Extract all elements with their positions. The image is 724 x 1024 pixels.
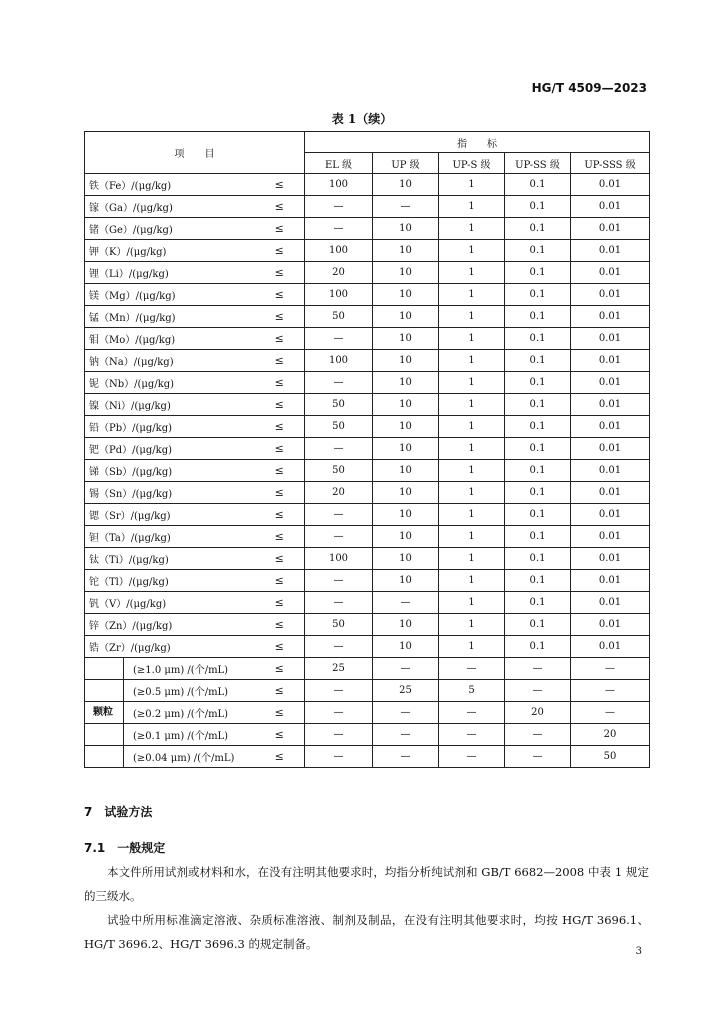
limit-value: — <box>305 372 373 394</box>
comparator-symbol: ≤ <box>255 350 305 372</box>
limit-value: 0.01 <box>571 438 650 460</box>
limit-value: 20 <box>571 724 650 746</box>
table-row <box>85 416 650 438</box>
table-row <box>85 218 650 240</box>
limit-value: 0.1 <box>505 460 571 482</box>
limit-value: 1 <box>439 438 505 460</box>
limit-value: — <box>439 702 505 724</box>
limit-value: — <box>305 218 373 240</box>
comparator-symbol: ≤ <box>255 746 305 768</box>
limit-value: 1 <box>439 218 505 240</box>
limit-value: 0.01 <box>571 262 650 284</box>
limit-value: 50 <box>305 306 373 328</box>
comparator-symbol: ≤ <box>255 636 305 658</box>
element-name: 锌（Zn）/(μg/kg) <box>85 614 255 636</box>
standard-code: HG/T 4509—2023 <box>531 81 647 95</box>
limit-value: 10 <box>373 328 439 350</box>
limit-value: — <box>305 504 373 526</box>
limit-value: 0.1 <box>505 482 571 504</box>
limit-value: — <box>305 196 373 218</box>
limit-value: 100 <box>305 548 373 570</box>
limit-value: 0.1 <box>505 416 571 438</box>
limit-value: 50 <box>571 746 650 768</box>
limit-value: 0.01 <box>571 526 650 548</box>
limit-value: 0.1 <box>505 636 571 658</box>
comparator-symbol: ≤ <box>255 504 305 526</box>
limit-value: — <box>305 438 373 460</box>
element-name: 锰（Mn）/(μg/kg) <box>85 306 255 328</box>
comparator-symbol: ≤ <box>255 680 305 702</box>
limit-value: 1 <box>439 526 505 548</box>
limit-value: 0.01 <box>571 218 650 240</box>
limit-value: 100 <box>305 240 373 262</box>
limit-value: 0.1 <box>505 196 571 218</box>
comparator-symbol: ≤ <box>255 570 305 592</box>
limit-value: 0.01 <box>571 350 650 372</box>
limit-value: 1 <box>439 394 505 416</box>
limit-value: 20 <box>305 482 373 504</box>
comparator-symbol: ≤ <box>255 614 305 636</box>
limit-value: 10 <box>373 438 439 460</box>
particle-size: (≥0.2 μm) /(个/mL) <box>85 702 255 724</box>
limit-value: — <box>505 658 571 680</box>
limit-value: 0.01 <box>571 592 650 614</box>
limit-value: 1 <box>439 614 505 636</box>
limit-value: — <box>373 196 439 218</box>
limit-value: — <box>373 658 439 680</box>
limit-value: 10 <box>373 548 439 570</box>
element-name: 钾（K）/(μg/kg) <box>85 240 255 262</box>
table-row <box>85 306 650 328</box>
grade-up-s: UP-S 级 <box>439 153 505 174</box>
limit-value: 5 <box>439 680 505 702</box>
limit-value: 0.1 <box>505 394 571 416</box>
section-7-heading: 7 试验方法 <box>84 805 153 819</box>
section-7-1-heading: 7.1 一般规定 <box>84 841 166 855</box>
specification-table <box>84 131 650 768</box>
comparator-symbol: ≤ <box>255 460 305 482</box>
limit-value: — <box>439 746 505 768</box>
limit-value: 50 <box>305 460 373 482</box>
header-item: 项 目 <box>85 132 305 174</box>
limit-value: — <box>571 702 650 724</box>
limit-value: 0.01 <box>571 306 650 328</box>
comparator-symbol: ≤ <box>255 284 305 306</box>
limit-value: 0.1 <box>505 218 571 240</box>
table-row <box>85 350 650 372</box>
limit-value: 50 <box>305 416 373 438</box>
limit-value: 20 <box>505 702 571 724</box>
limit-value: 1 <box>439 548 505 570</box>
limit-value: — <box>439 658 505 680</box>
limit-value: 1 <box>439 328 505 350</box>
limit-value: 1 <box>439 482 505 504</box>
table-row <box>85 196 650 218</box>
limit-value: 0.01 <box>571 196 650 218</box>
limit-value: — <box>373 592 439 614</box>
element-name: 镍（Ni）/(μg/kg) <box>85 394 255 416</box>
limit-value: — <box>373 702 439 724</box>
limit-value: 0.01 <box>571 570 650 592</box>
limit-value: 0.1 <box>505 262 571 284</box>
particle-row <box>85 658 650 680</box>
limit-value: 10 <box>373 416 439 438</box>
limit-value: 0.01 <box>571 394 650 416</box>
limit-value: — <box>373 724 439 746</box>
limit-value: 1 <box>439 240 505 262</box>
particle-size: (≥1.0 μm) /(个/mL) <box>85 658 255 680</box>
limit-value: — <box>305 746 373 768</box>
comparator-symbol: ≤ <box>255 262 305 284</box>
limit-value: 10 <box>373 636 439 658</box>
limit-value: 25 <box>305 658 373 680</box>
limit-value: 10 <box>373 240 439 262</box>
grade-up-sss: UP-SSS 级 <box>571 153 650 174</box>
limit-value: 0.01 <box>571 636 650 658</box>
header-index: 指 标 <box>305 132 650 153</box>
grade-up-ss: UP-SS 级 <box>505 153 571 174</box>
limit-value: 100 <box>305 174 373 196</box>
table-row <box>85 482 650 504</box>
limit-value: 1 <box>439 416 505 438</box>
limit-value: — <box>305 636 373 658</box>
limit-value: — <box>571 658 650 680</box>
table-row <box>85 328 650 350</box>
limit-value: — <box>305 570 373 592</box>
limit-value: 0.1 <box>505 526 571 548</box>
particle-row <box>85 746 650 768</box>
limit-value: 1 <box>439 196 505 218</box>
particle-row <box>85 680 650 702</box>
element-name: 锡（Sn）/(μg/kg) <box>85 482 255 504</box>
element-name: 锂（Li）/(μg/kg) <box>85 262 255 284</box>
limit-value: 0.01 <box>571 372 650 394</box>
limit-value: 1 <box>439 636 505 658</box>
element-name: 钛（Ti）/(μg/kg) <box>85 548 255 570</box>
limit-value: 0.1 <box>505 504 571 526</box>
limit-value: 10 <box>373 262 439 284</box>
limit-value: 10 <box>373 614 439 636</box>
table-row <box>85 460 650 482</box>
limit-value: 10 <box>373 460 439 482</box>
comparator-symbol: ≤ <box>255 196 305 218</box>
limit-value: 1 <box>439 350 505 372</box>
limit-value: 10 <box>373 306 439 328</box>
comparator-symbol: ≤ <box>255 174 305 196</box>
grade-up: UP 级 <box>373 153 439 174</box>
limit-value: 0.01 <box>571 548 650 570</box>
grade-el: EL 级 <box>305 153 373 174</box>
limit-value: 1 <box>439 284 505 306</box>
limit-value: 0.1 <box>505 548 571 570</box>
table-row <box>85 504 650 526</box>
limit-value: 10 <box>373 504 439 526</box>
element-name: 钠（Na）/(μg/kg) <box>85 350 255 372</box>
limit-value: 1 <box>439 262 505 284</box>
table-row <box>85 174 650 196</box>
limit-value: 50 <box>305 394 373 416</box>
table-row <box>85 548 650 570</box>
limit-value: 20 <box>305 262 373 284</box>
limit-value: 0.1 <box>505 306 571 328</box>
limit-value: 0.01 <box>571 240 650 262</box>
limit-value: 0.1 <box>505 570 571 592</box>
limit-value: 1 <box>439 306 505 328</box>
element-name: 钒（V）/(μg/kg) <box>85 592 255 614</box>
comparator-symbol: ≤ <box>255 592 305 614</box>
limit-value: — <box>505 746 571 768</box>
table-header-row <box>85 132 650 153</box>
element-name: 铅（Pb）/(μg/kg) <box>85 416 255 438</box>
table-row <box>85 284 650 306</box>
limit-value: 10 <box>373 526 439 548</box>
limit-value: 1 <box>439 592 505 614</box>
limit-value: — <box>571 680 650 702</box>
limit-value: 0.1 <box>505 592 571 614</box>
comparator-symbol: ≤ <box>255 548 305 570</box>
comparator-symbol: ≤ <box>255 240 305 262</box>
element-name: 铁（Fe）/(μg/kg) <box>85 174 255 196</box>
limit-value: 0.1 <box>505 284 571 306</box>
limit-value: 0.1 <box>505 328 571 350</box>
limit-value: — <box>305 724 373 746</box>
limit-value: 10 <box>373 174 439 196</box>
page-number: 3 <box>635 946 642 957</box>
element-name: 铊（Tl）/(μg/kg) <box>85 570 255 592</box>
limit-value: 1 <box>439 570 505 592</box>
limit-value: — <box>373 746 439 768</box>
element-name: 钽（Ta）/(μg/kg) <box>85 526 255 548</box>
limit-value: 0.01 <box>571 614 650 636</box>
element-name: 镁（Mg）/(μg/kg) <box>85 284 255 306</box>
comparator-symbol: ≤ <box>255 482 305 504</box>
limit-value: 10 <box>373 570 439 592</box>
limit-value: — <box>305 328 373 350</box>
limit-value: 0.01 <box>571 416 650 438</box>
limit-value: 1 <box>439 504 505 526</box>
element-name: 铌（Nb）/(μg/kg) <box>85 372 255 394</box>
limit-value: 10 <box>373 218 439 240</box>
limit-value: 0.1 <box>505 438 571 460</box>
comparator-symbol: ≤ <box>255 372 305 394</box>
comparator-symbol: ≤ <box>255 416 305 438</box>
particle-row <box>85 724 650 746</box>
particle-size: (≥0.04 μm) /(个/mL) <box>85 746 255 768</box>
table-row <box>85 570 650 592</box>
comparator-symbol: ≤ <box>255 328 305 350</box>
particle-row <box>85 702 650 724</box>
table-row <box>85 394 650 416</box>
limit-value: 100 <box>305 284 373 306</box>
limit-value: — <box>505 680 571 702</box>
limit-value: 10 <box>373 284 439 306</box>
limit-value: 0.1 <box>505 614 571 636</box>
comparator-symbol: ≤ <box>255 218 305 240</box>
limit-value: 1 <box>439 174 505 196</box>
limit-value: 0.01 <box>571 482 650 504</box>
limit-value: — <box>505 724 571 746</box>
element-name: 钼（Mo）/(μg/kg) <box>85 328 255 350</box>
element-name: 钯（Pd）/(μg/kg) <box>85 438 255 460</box>
table-caption: 表 1（续） <box>331 112 393 126</box>
limit-value: 10 <box>373 394 439 416</box>
paragraph-solutions: 试验中所用标准滴定溶液、杂质标准溶液、制剂及制品，在没有注明其他要求时，均按 HG/T 3696.1、HG/T 3696.2、HG/T 3696.3 的规定制备。 <box>84 913 649 951</box>
limit-value: 0.1 <box>505 240 571 262</box>
table-row <box>85 262 650 284</box>
element-name: 锗（Ge）/(μg/kg) <box>85 218 255 240</box>
table-row <box>85 438 650 460</box>
comparator-symbol: ≤ <box>255 438 305 460</box>
table-row <box>85 372 650 394</box>
limit-value: 50 <box>305 614 373 636</box>
particle-size: (≥0.5 μm) /(个/mL) <box>85 680 255 702</box>
limit-value: 10 <box>373 350 439 372</box>
limit-value: — <box>305 680 373 702</box>
limit-value: 0.01 <box>571 504 650 526</box>
limit-value: — <box>305 526 373 548</box>
element-name: 锑（Sb）/(μg/kg) <box>85 460 255 482</box>
limit-value: 0.01 <box>571 328 650 350</box>
limit-value: 0.01 <box>571 284 650 306</box>
element-name: 锶（Sr）/(μg/kg) <box>85 504 255 526</box>
limit-value: 0.1 <box>505 174 571 196</box>
limit-value: 0.1 <box>505 372 571 394</box>
comparator-symbol: ≤ <box>255 702 305 724</box>
particle-size: (≥0.1 μm) /(个/mL) <box>85 724 255 746</box>
table-row <box>85 240 650 262</box>
limit-value: 100 <box>305 350 373 372</box>
paragraph-reagents: 本文件所用试剂或材料和水，在没有注明其他要求时，均指分析纯试剂和 GB/T 6682—2008 中表 1 规定的三级水。 <box>84 865 649 903</box>
element-name: 锆（Zr）/(μg/kg) <box>85 636 255 658</box>
limit-value: 0.01 <box>571 460 650 482</box>
comparator-symbol: ≤ <box>255 394 305 416</box>
table-row <box>85 614 650 636</box>
limit-value: 25 <box>373 680 439 702</box>
table-row <box>85 636 650 658</box>
table-row <box>85 526 650 548</box>
limit-value: — <box>305 592 373 614</box>
table-row <box>85 592 650 614</box>
limit-value: 10 <box>373 482 439 504</box>
limit-value: 10 <box>373 372 439 394</box>
comparator-symbol: ≤ <box>255 526 305 548</box>
comparator-symbol: ≤ <box>255 306 305 328</box>
limit-value: 0.01 <box>571 174 650 196</box>
comparator-symbol: ≤ <box>255 724 305 746</box>
limit-value: 0.1 <box>505 350 571 372</box>
limit-value: 1 <box>439 460 505 482</box>
limit-value: 1 <box>439 372 505 394</box>
limit-value: — <box>305 702 373 724</box>
limit-value: — <box>439 724 505 746</box>
comparator-symbol: ≤ <box>255 658 305 680</box>
element-name: 镓（Ga）/(μg/kg) <box>85 196 255 218</box>
